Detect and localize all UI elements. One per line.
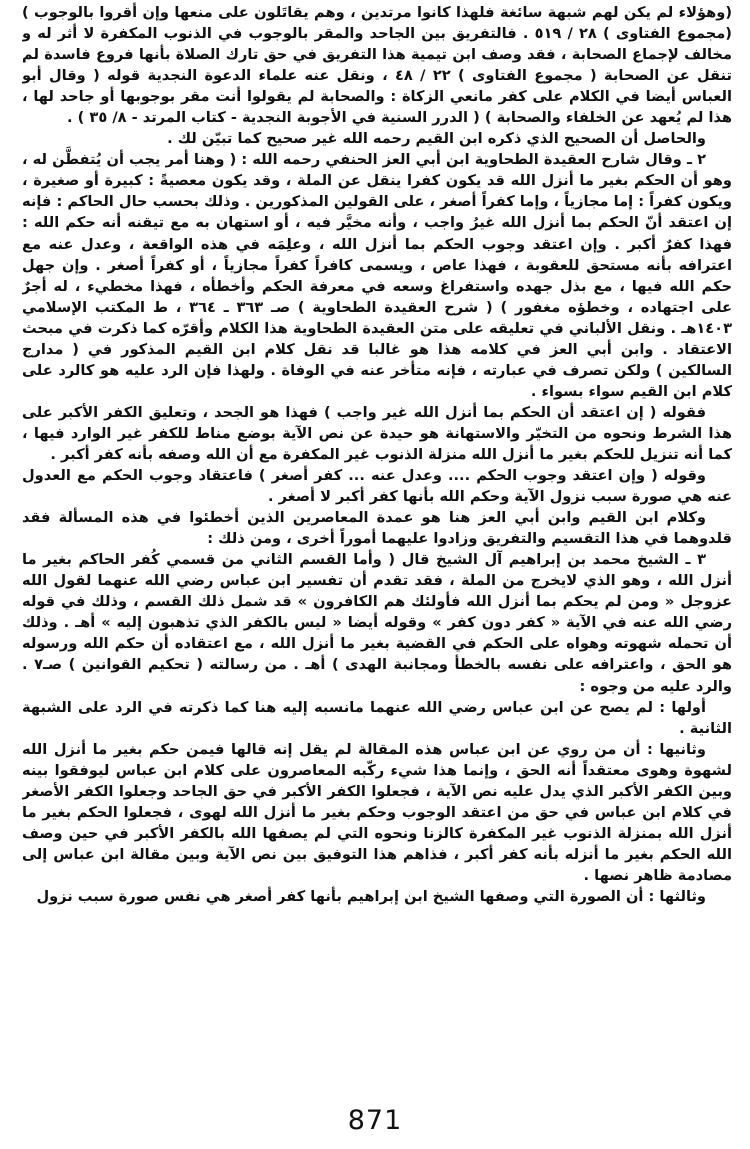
paragraph-7: ٣ ـ الشيخ محمد بن إبراهيم آل الشيخ قال ( وأما القسم الثاني من قسمي كُفر الحاكم بغير ما أنزل الله ، وهو الذي لايخرج من الملة ، فقد تقدم أن تفسير ابن عباس رضي الله عنهما لقول الله عزوجل « ومن لم يحكم بما أنزل الله فأولئك هم الكافرون » قد شمل ذلك القسم ، وذلك في قوله رضي الله عنه في الآية « كفر دون كفر » وقوله أيضا « ليس بالكفر الذي تذهبون إليه » أهـ . وذلك أن تحمله شهوته وهواه على الحكم في القضية بغير ما أنزل الله ، مع اعتقاده أن حكم الله ورسوله هو الحق ، واعترافه على نفسه بالخطأ ومجانبة الهدى ) أهـ . من رسالته ( تحكيم القوانين ) صـ٧ . والرد عليه من وجوه : bbox=[22, 551, 732, 695]
document-body bbox=[22, 2, 732, 1092]
paragraph-9: وثانيها : أن من روي عن ابن عباس هذه المقالة لم يقل إنه قالها فيمن حكم بغير ما أنزل الله لشهوة وهوى معتقداً أنه الحق ، وإنما هذا شيء ركّبه المعاصرون على كلام ابن عباس ليوفقوا بينه وبين الكفر الأكبر الذي يدل عليه نص الآية ، فجعلوا الكفر الأكبر في حق الجاحد وجعلوا الكفر الأصغر في كلام ابن عباس في حق من اعتقد الوجوب وحكم بغير ما أنزل الله لهوى ، فجعلوا الحكم بغير ما أنزل الله بمنزلة الذنوب غير المكفرة كالزنا ونحوه التي لم يصفها الله بالكفر الأكبر في حين وصف الله الحكم بغير ما أنزله بأنه كفر أكبر ، فذاهم هذا التوفيق بين نص الآية وبين مقالة ابن عباس إلى مصادمة ظاهر نصها . bbox=[22, 740, 732, 884]
paragraph-4: فقوله ( إن اعتقد أن الحكم بما أنزل الله غير واجب ) فهذا هو الجحد ، وتعليق الكفر الأكبر على هذا الشرط ونحوه من التخيّر والاستهانة هو حيدة عن نص الآية بوضع مناط للكفر غير الوارد فيها ، كما أنه تنزيل للحكم بغير ما أنزل الله منزلة الذنوب غير المكفرة مع أن الله وصفه بأنه كفر أكبر . bbox=[22, 403, 732, 463]
paragraph-3: ٢ ـ وقال شارح العقيدة الطحاوية ابن أبي العز الحنفي رحمه الله : ( وهنا أمر يجب أن يُتفطَّن له ، وهو أن الحكم بغير ما أنزل الله قد يكون كفرا ينقل عن الملة ، وقد يكون معصيةً : كبيرة أو صغيرة ، ويكون كفراً : إما مجازياً ، وإما كفراً أصغر ، على القولين المذكورين . وذلك بحسب حال الحاكم : فإنه إن اعتقد أنّ الحكم بما أنزل الله غيرُ واجب ، وأنه مخيَّر فيه ، أو استهان به مع تيقنه أنه حكم الله : فهذا كفرٌ أكبر . وإن اعتقد وجوب الحكم بما أنزل الله ، وعلِمَه في هذه الواقعة ، وعدل عنه مع اعترافه بأنه مستحق للعقوبة ، فهذا عاص ، ويسمى كافراً كفراً مجازياً ، أو كفراً أصغر . وإن جهل حكم الله فيها ، مع بذل جهده واستفراغ وسعه في معرفة الحكم وأخطأه ، فهذا مخطيء ، له أجرٌ على اجتهاده ، وخطؤه مغفور ) ( شرح العقيدة الطحاوية ) صـ ٣٦٣ ـ ٣٦٤ ، ط المكتب الإسلامي ١٤٠٣هـ . ونقل الألباني في تعليقه على متن العقيدة الطحاوية هذا الكلام وأقرّه كما ذكرت في مبحث الاعتقاد . وابن أبي العز في كلامه هذا هو غالبا قد نقل كلام ابن القيم المذكور في ( مدارج السالكين ) ولكن تصرف في عبارته ، فإنه متأخر عنه في الوفاة . ولهذا فإن الرد عليه هو كالرد على كلام ابن القيم سواء بسواء . bbox=[22, 151, 732, 400]
paragraph-5: وقوله ( وإن اعتقد وجوب الحكم .... وعدل عنه ... كفر أصغر ) فاعتقاد وجوب الحكم مع العدول عنه هي صورة سبب نزول الآية وحكم الله بأنها كفر أكبر لا أصغر . bbox=[22, 467, 732, 506]
paragraph-6: وكلام ابن القيم وابن أبي العز هنا هو عمدة المعاصرين الذين أخطئوا في هذه المسألة فقد قلدوهما في هذا التقسيم والتفريق وزادوا عليهما أموراً أخرى ، ومن ذلك : bbox=[22, 509, 732, 548]
paragraph-2: والحاصل أن الصحيح الذي ذكره ابن القيم رحمه الله غير صحيح كما تبيّن لك . bbox=[167, 130, 706, 148]
paragraph-1: (وهؤلاء لم يكن لهم شبهة سائغة فلهذا كانوا مرتدين ، وهم يقاتَلون على منعها وإن أقروا بالوجوب ) (مجموع الفتاوى ) ٢٨ / ٥١٩ . فالتفريق بين الجاحد والمقر بالوجوب في الذنوب المكفرة لا أثر له و مخالف لإجماع الصحابة ، فقد وصف ابن تيمية هذا التفريق في حق تارك الصلاة بأنها فروع فاسدة لم تنقل عن الصحابة ( مجموع الفتاوى ) ٢٢ / ٤٨ ، ونقل عنه علماء الدعوة النجدية قوله ( وقال أبو العباس أيضا في الكلام على كفر مانعي الزكاة : والصحابة لم يقولوا أنت مقر بوجوبها أو جاحد لها ، هذا لم يُعهد عن الخلفاء والصحابة ) ( الدرر السنية في الأجوبة النجدية - كتاب المرتد - ٨/ ٣٥ ) . bbox=[22, 4, 732, 127]
paragraph-10: وثالثها : أن الصورة التي وصفها الشيخ ابن إبراهيم بأنها كفر أصغر هي نفس صورة سبب نزول bbox=[36, 887, 706, 905]
paragraph-8: أولها : لم يصح عن ابن عباس رضي الله عنهما مانسبه إليه هنا كما ذكرته في الرد على الشبهة الثانية . bbox=[22, 698, 732, 737]
page-number: 871 bbox=[347, 1105, 403, 1136]
